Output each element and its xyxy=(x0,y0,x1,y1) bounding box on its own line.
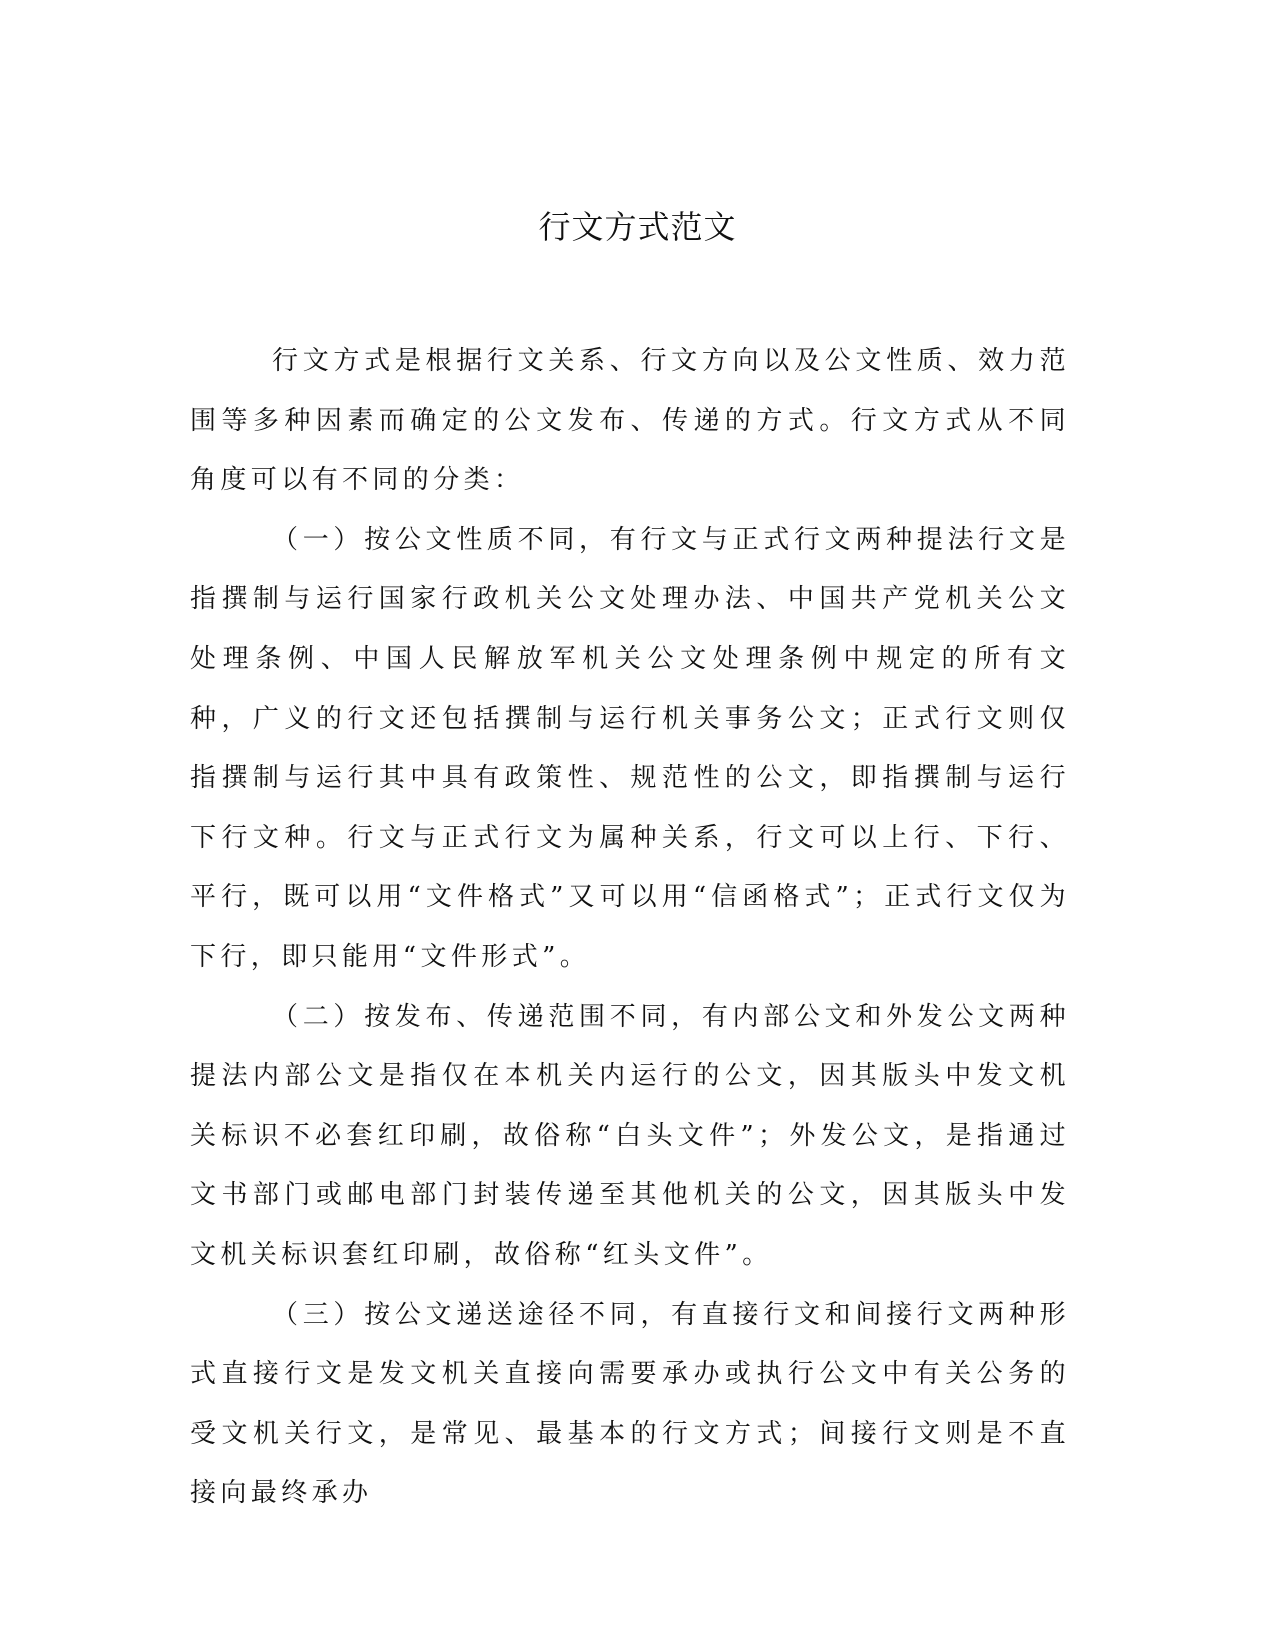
document-body xyxy=(190,332,1070,1524)
document-title: 行文方式范文 xyxy=(538,208,737,246)
paragraph-section-2: （二）按发布、传递范围不同，有内部公文和外发公文两种提法内部公文是指仅在本机关内运行的公文，因其版头中发文机关标识不必套红印刷，故俗称“白头文件”；外发公文，是指通过文书部门或邮电部门封装传递至其他机关的公文，因其版头中发文机关标识套红印刷，故俗称“红头文件”。 xyxy=(190,1001,1070,1270)
paragraph-intro: 行文方式是根据行文关系、行文方向以及公文性质、效力范围等多种因素而确定的公文发布、传递的方式。行文方式从不同角度可以有不同的分类： xyxy=(190,346,1070,496)
paragraph-section-1: （一）按公文性质不同，有行文与正式行文两种提法行文是指撰制与运行国家行政机关公文处理办法、中国共产党机关公文处理条例、中国人民解放军机关公文处理条例中规定的所有文种，广义的行文还包括撰制与运行机关事务公文；正式行文则仅指撰制与运行其中具有政策性、规范性的公文，即指撰制与运行下行文种。行文与正式行文为属种关系，行文可以上行、下行、平行，既可以用“文件格式”又可以用“信函格式”；正式行文仅为下行，即只能用“文件形式”。 xyxy=(190,524,1070,972)
paragraph-section-3: （三）按公文递送途径不同，有直接行文和间接行文两种形式直接行文是发文机关直接向需要承办或执行公文中有关公务的受文机关行文，是常见、最基本的行文方式；间接行文则是不直接向最终承办 xyxy=(190,1299,1070,1509)
